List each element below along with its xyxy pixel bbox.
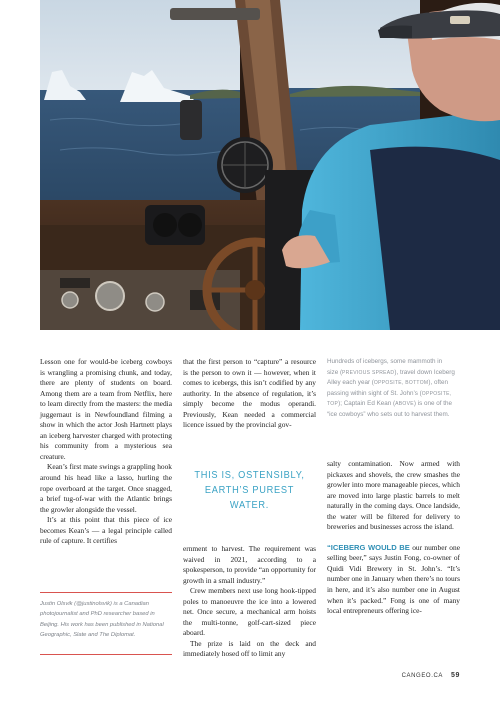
paragraph: salty contamination. Now armed with pickaxes and shovels, the crew smashes the growler into more manageable pieces, which are moved into large plastic barrels to melt naturally in the coming days. Once landside, the water will be filtered for delivery to breweries and businesses across the island.	[327, 459, 460, 532]
paragraph: Kean’s first mate swings a grappling hook around his head like a lasso, hurling the rope overboard at the target. Once snagged, a brief tug-of-war with the Atlantic brings the growler alongside the vessel.	[40, 462, 172, 514]
article-column-2-top	[183, 357, 316, 431]
photographer-credit: Justin Olsvik (@justinolsvik) is a Canadian photojournalist and PhD researcher based in Beijing. His work has been published in National Geographic, Slate and The Diplomat.	[40, 601, 164, 639]
paragraph: ernment to harvest. The requirement was waived in 2021, according to a spokesperson, to provide “an opportunity for growth in a small industry.”	[183, 544, 316, 585]
credit-top-rule	[40, 592, 172, 593]
wheelhouse-photo	[40, 0, 500, 330]
article-column-1	[40, 357, 172, 547]
page-number: 59	[451, 672, 460, 679]
pull-quote-line-1: THIS IS, OSTENSIBLY,	[194, 469, 305, 481]
site-url: CANGEO.CA	[401, 673, 443, 679]
photo-caption: Hundreds of icebergs, some mammoth in size (PREVIOUS SPREAD), travel down Iceberg Alley each year (OPPOSITE, BOTTOM), often passing within sight of St. John’s (OPPOSITE, TOP); Captain Ed Kean (ABOVE) is one of the “ice cowboys” who sets out to harvest them.	[327, 358, 455, 418]
section-lead-in: “ICEBERG WOULD BE	[327, 542, 410, 552]
article-column-3	[327, 459, 460, 617]
paragraph: Lesson one for would-be iceberg cowboys is wrangling a promising chunk, and today, there are plenty of students on board. Among them are a team from Netflix, here to learn directly from the masters: the media juggernaut is in Newfoundland filming a show in which the actor Josh Hartnett plays an iceberg harvester charged with protecting his community from a mysterious sea creature.	[40, 357, 172, 461]
paragraph: It’s at this point that this piece of ice becomes Kean’s — a legal principle called rule of capture. It certifies	[40, 515, 172, 546]
page-footer	[402, 672, 460, 679]
caption-reference: ABOVE	[395, 401, 414, 407]
captain-at-helm-illustration	[40, 0, 500, 330]
pull-quote	[191, 468, 308, 513]
paragraph: Crew members next use long hook-tipped poles to manoeuvre the ice into a lowered net. Once secure, a mechanical arm hoists the multi-tonne, golf-cart-sized piece aboard.	[183, 586, 316, 638]
caption-reference: OPPOSITE, TOP	[327, 390, 452, 407]
paragraph: The prize is laid on the deck and immediately hosed off to limit any	[183, 638, 316, 659]
caption-reference: OPPOSITE, BOTTOM	[373, 380, 429, 386]
paragraph: “ICEBERG WOULD BE our number one selling beer,” says Justin Fong, co-owner of Quidi Vidi Brewery in St. John’s. “It’s number one in January when there’s no tours in here, and it’s also number one in August when it’s packed.” Fong is one of many local entrepreneurs offering ice-	[327, 542, 460, 616]
credit-bottom-rule	[40, 654, 172, 655]
article-column-2-bottom	[183, 544, 316, 660]
paragraph: that the first person to “capture” a resource is the person to own it — however, when it comes to icebergs, this isn’t codified by any authority. In the absence of regulation, it’s simply become the modus operandi. Previously, Kean needed a commercial licence issued by the provincial gov-	[183, 357, 316, 430]
caption-reference: PREVIOUS SPREAD	[342, 369, 395, 376]
pull-quote-line-2: EARTH’S PUREST WATER.	[204, 484, 295, 511]
